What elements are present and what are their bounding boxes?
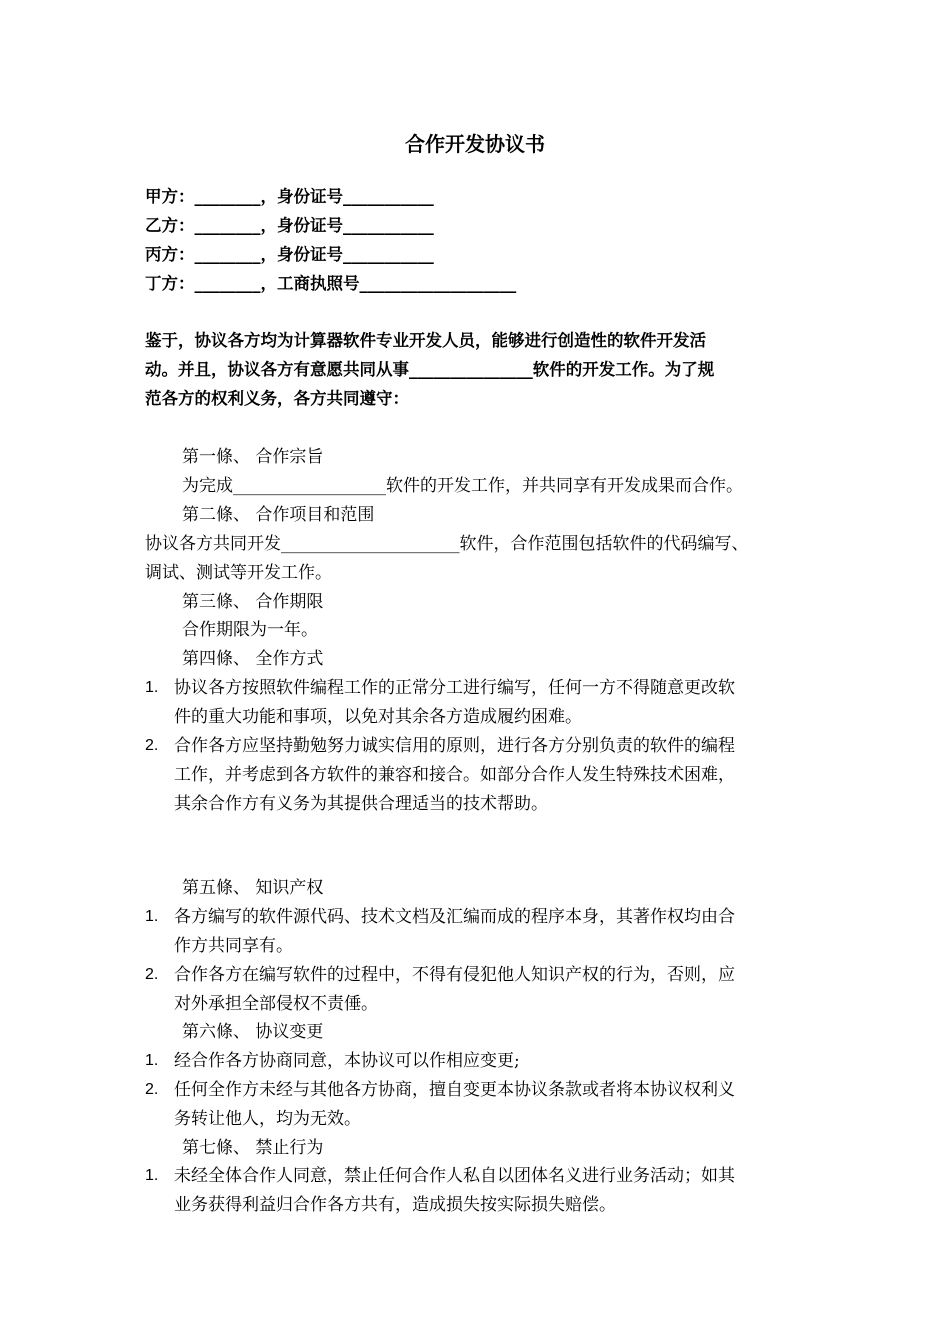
party-c-line: 丙方：________，身份证号___________ [145, 245, 434, 264]
article-2-text-1: 协议各方共同开发_____________________软件，合作范围包括软件的代码编写、 [145, 534, 749, 554]
article-6-item-1-line-1: 经合作各方协商同意，本协议可以作相应变更; [174, 1051, 520, 1071]
list-number: 1. [145, 679, 159, 696]
article-4-item-2-line-3: 其余合作方有义务为其提供合理适当的技术帮助。 [174, 794, 548, 814]
article-4-item-2-line-2: 工作，并考虑到各方软件的兼容和接合。如部分合作人发生特殊技术困难， [174, 765, 735, 785]
list-number: 1. [145, 908, 159, 925]
article-6-heading: 第六條、 协议变更 [182, 1022, 324, 1042]
article-4-item-2-line-1: 合作各方应坚持勤勉努力诚实信用的原则，进行各方分别负责的软件的编程 [174, 736, 735, 756]
article-5-heading: 第五條、 知识产权 [182, 878, 324, 898]
article-4-item-1-line-2: 件的重大功能和事项，以免对其余各方造成履约困难。 [174, 707, 582, 727]
list-number: 2. [145, 966, 159, 983]
article-6-item-2-line-1: 任何全作方未经与其他各方协商，擅自变更本协议条款或者将本协议权利义 [174, 1080, 735, 1100]
article-5-item-1-line-2: 作方共同享有。 [174, 936, 293, 956]
document-title: 合作开发协议书 [405, 132, 545, 156]
article-2-text-2: 调试、测试等开发工作。 [145, 563, 332, 583]
article-5-item-2-line-1: 合作各方在编写软件的过程中，不得有侵犯他人知识产权的行为，否则，应 [174, 965, 735, 985]
article-3-heading: 第三條、 合作期限 [182, 592, 324, 612]
party-d-line: 丁方：________，工商执照号___________________ [145, 274, 517, 293]
preamble-line-1: 鉴于，协议各方均为计算器软件专业开发人员，能够进行创造性的软件开发活 [145, 331, 706, 350]
article-4-item-1-line-1: 协议各方按照软件编程工作的正常分工进行编写，任何一方不得随意更改软 [174, 678, 735, 698]
article-7-item-1-line-2: 业务获得利益归合作各方共有，造成损失按实际损失赔偿。 [174, 1195, 616, 1215]
article-1-heading: 第一條、 合作宗旨 [182, 447, 324, 467]
party-b-line: 乙方：________，身份证号___________ [145, 216, 434, 235]
article-7-item-1-line-1: 未经全体合作人同意，禁止任何合作人私自以团体名义进行业务活动；如其 [174, 1166, 735, 1186]
preamble-line-2: 动。并且，协议各方有意愿共同从事_______________软件的开发工作。为了规 [145, 360, 715, 379]
article-6-item-2-line-2: 务转让他人，均为无效。 [174, 1109, 361, 1129]
article-7-heading: 第七條、 禁止行为 [182, 1138, 324, 1158]
list-number: 2. [145, 1081, 159, 1098]
list-number: 2. [145, 737, 159, 754]
article-5-item-1-line-1: 各方编写的软件源代码、技术文档及汇编而成的程序本身，其著作权均由合 [174, 907, 735, 927]
list-number: 1. [145, 1052, 159, 1069]
list-number: 1. [145, 1167, 159, 1184]
article-1-text: 为完成__________________软件的开发工作，并共同享有开发成果而合作。 [182, 476, 743, 496]
party-a-line: 甲方：________，身份证号___________ [145, 187, 434, 206]
preamble-line-3: 范各方的权利义务，各方共同遵守： [145, 389, 409, 408]
article-4-heading: 第四條、 全作方式 [182, 649, 324, 669]
article-5-item-2-line-2: 对外承担全部侵权不责倕。 [174, 994, 378, 1014]
article-3-text: 合作期限为一年。 [182, 620, 318, 640]
article-2-heading: 第二條、 合作项目和范围 [182, 505, 375, 525]
